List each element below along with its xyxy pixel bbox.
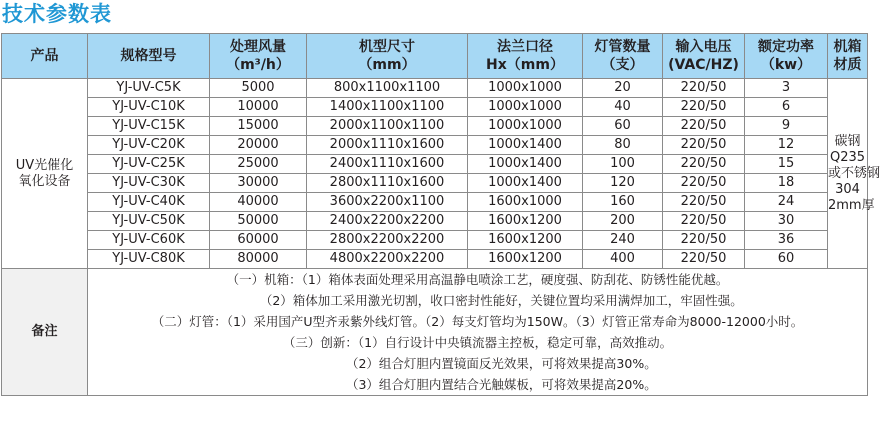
cell-model: YJ-UV-C20K (88, 136, 210, 155)
cell-voltage: 220/50 (663, 212, 745, 231)
cell-lamp-count: 200 (583, 212, 663, 231)
cell-lamp-count: 60 (583, 117, 663, 136)
cell-lamp-count: 160 (583, 193, 663, 212)
notes-label: 备注 (2, 269, 88, 396)
cell-voltage: 220/50 (663, 79, 745, 98)
cell-power: 12 (745, 136, 828, 155)
cell-flange: 1600x1200 (468, 250, 583, 269)
cell-voltage: 220/50 (663, 174, 745, 193)
cell-airflow: 60000 (210, 231, 307, 250)
table-row (2, 98, 868, 117)
cell-model: YJ-UV-C5K (88, 79, 210, 98)
cell-voltage: 220/50 (663, 117, 745, 136)
cell-model: YJ-UV-C10K (88, 98, 210, 117)
cell-airflow: 30000 (210, 174, 307, 193)
cell-lamp-count: 20 (583, 79, 663, 98)
cell-voltage: 220/50 (663, 250, 745, 269)
cell-flange: 1600x1200 (468, 231, 583, 250)
cell-power: 3 (745, 79, 828, 98)
table-row (2, 136, 868, 155)
cell-voltage: 220/50 (663, 98, 745, 117)
cell-airflow: 5000 (210, 79, 307, 98)
cell-size: 2800x2200x2200 (307, 231, 468, 250)
header-airflow: 处理风量 （m³/h） (210, 34, 307, 79)
cell-lamp-count: 400 (583, 250, 663, 269)
table-row (2, 174, 868, 193)
cell-flange: 1600x1200 (468, 212, 583, 231)
cell-model: YJ-UV-C60K (88, 231, 210, 250)
cell-flange: 1000x1000 (468, 98, 583, 117)
cell-lamp-count: 240 (583, 231, 663, 250)
cell-model: YJ-UV-C80K (88, 250, 210, 269)
cell-size: 800x1100x1100 (307, 79, 468, 98)
cell-power: 15 (745, 155, 828, 174)
note-line: （二）灯管：（1）采用国产U型齐汞紫外线灯管。（2）每支灯管均为150W。（3）灯管正常寿命为8000-12000小时。 (151, 314, 804, 329)
note-line: （3）组合灯胆内置结合光触媒板，可将效果提高20%。 (298, 377, 657, 392)
cell-model: YJ-UV-C30K (88, 174, 210, 193)
cell-airflow: 15000 (210, 117, 307, 136)
cell-airflow: 10000 (210, 98, 307, 117)
table-row (2, 155, 868, 174)
table-header-row (2, 34, 868, 79)
cell-voltage: 220/50 (663, 231, 745, 250)
material-cell: 碳钢 Q235 或不锈钢 304 2mm厚 (828, 79, 868, 269)
table-row (2, 231, 868, 250)
cell-size: 3600x2200x1100 (307, 193, 468, 212)
notes-row (2, 269, 868, 396)
cell-flange: 1000x1000 (468, 79, 583, 98)
header-model: 规格型号 (88, 34, 210, 79)
cell-power: 36 (745, 231, 828, 250)
note-line: （2）箱体加工采用激光切割，收口密封性能好，关键位置均采用满焊加工，牢固性强。 (212, 293, 743, 308)
cell-power: 30 (745, 212, 828, 231)
cell-size: 2000x1110x1600 (307, 136, 468, 155)
header-lamp-count: 灯管数量 （支） (583, 34, 663, 79)
cell-size: 4800x2200x2200 (307, 250, 468, 269)
cell-power: 6 (745, 98, 828, 117)
cell-airflow: 40000 (210, 193, 307, 212)
header-power: 额定功率 （kw） (745, 34, 828, 79)
cell-power: 9 (745, 117, 828, 136)
notes-content (88, 269, 868, 396)
cell-model: YJ-UV-C15K (88, 117, 210, 136)
cell-flange: 1600x1000 (468, 193, 583, 212)
cell-size: 2400x1110x1600 (307, 155, 468, 174)
cell-flange: 1000x1400 (468, 155, 583, 174)
cell-lamp-count: 120 (583, 174, 663, 193)
table-row (2, 250, 868, 269)
cell-flange: 1000x1400 (468, 136, 583, 155)
cell-voltage: 220/50 (663, 193, 745, 212)
cell-flange: 1000x1400 (468, 174, 583, 193)
cell-lamp-count: 80 (583, 136, 663, 155)
table-row (2, 117, 868, 136)
cell-model: YJ-UV-C25K (88, 155, 210, 174)
page-title: 技术参数表 (2, 2, 112, 26)
cell-lamp-count: 40 (583, 98, 663, 117)
cell-lamp-count: 100 (583, 155, 663, 174)
cell-model: YJ-UV-C50K (88, 212, 210, 231)
note-line: （三）创新：（1）自行设计中央镇流器主控板，稳定可靠，高效推动。 (282, 335, 673, 350)
header-material: 机箱 材质 (828, 34, 868, 79)
table-row (2, 212, 868, 231)
cell-power: 18 (745, 174, 828, 193)
cell-voltage: 220/50 (663, 155, 745, 174)
header-size: 机型尺寸 （mm） (307, 34, 468, 79)
header-voltage: 输入电压 (VAC/HZ) (663, 34, 745, 79)
header-product: 产品 (2, 34, 88, 79)
cell-airflow: 80000 (210, 250, 307, 269)
note-line: （2）组合灯胆内置镜面反光效果，可将效果提高30%。 (298, 356, 657, 371)
cell-airflow: 25000 (210, 155, 307, 174)
cell-model: YJ-UV-C40K (88, 193, 210, 212)
cell-voltage: 220/50 (663, 136, 745, 155)
note-line: （一）机箱：（1）箱体表面处理采用高温静电喷涂工艺，硬度强、防刮花、防锈性能优越。 (226, 272, 729, 287)
cell-flange: 1000x1000 (468, 117, 583, 136)
cell-airflow: 50000 (210, 212, 307, 231)
table-row (2, 193, 868, 212)
header-flange: 法兰口径 Hx（mm） (468, 34, 583, 79)
cell-airflow: 20000 (210, 136, 307, 155)
spec-table (1, 33, 880, 396)
cell-size: 2800x1110x1600 (307, 174, 468, 193)
table-row (2, 79, 868, 98)
cell-size: 2400x2200x2200 (307, 212, 468, 231)
cell-size: 1400x1100x1100 (307, 98, 468, 117)
cell-size: 2000x1100x1100 (307, 117, 468, 136)
cell-power: 24 (745, 193, 828, 212)
cell-power: 60 (745, 250, 828, 269)
product-name-cell: UV光催化 氧化设备 (2, 79, 88, 269)
